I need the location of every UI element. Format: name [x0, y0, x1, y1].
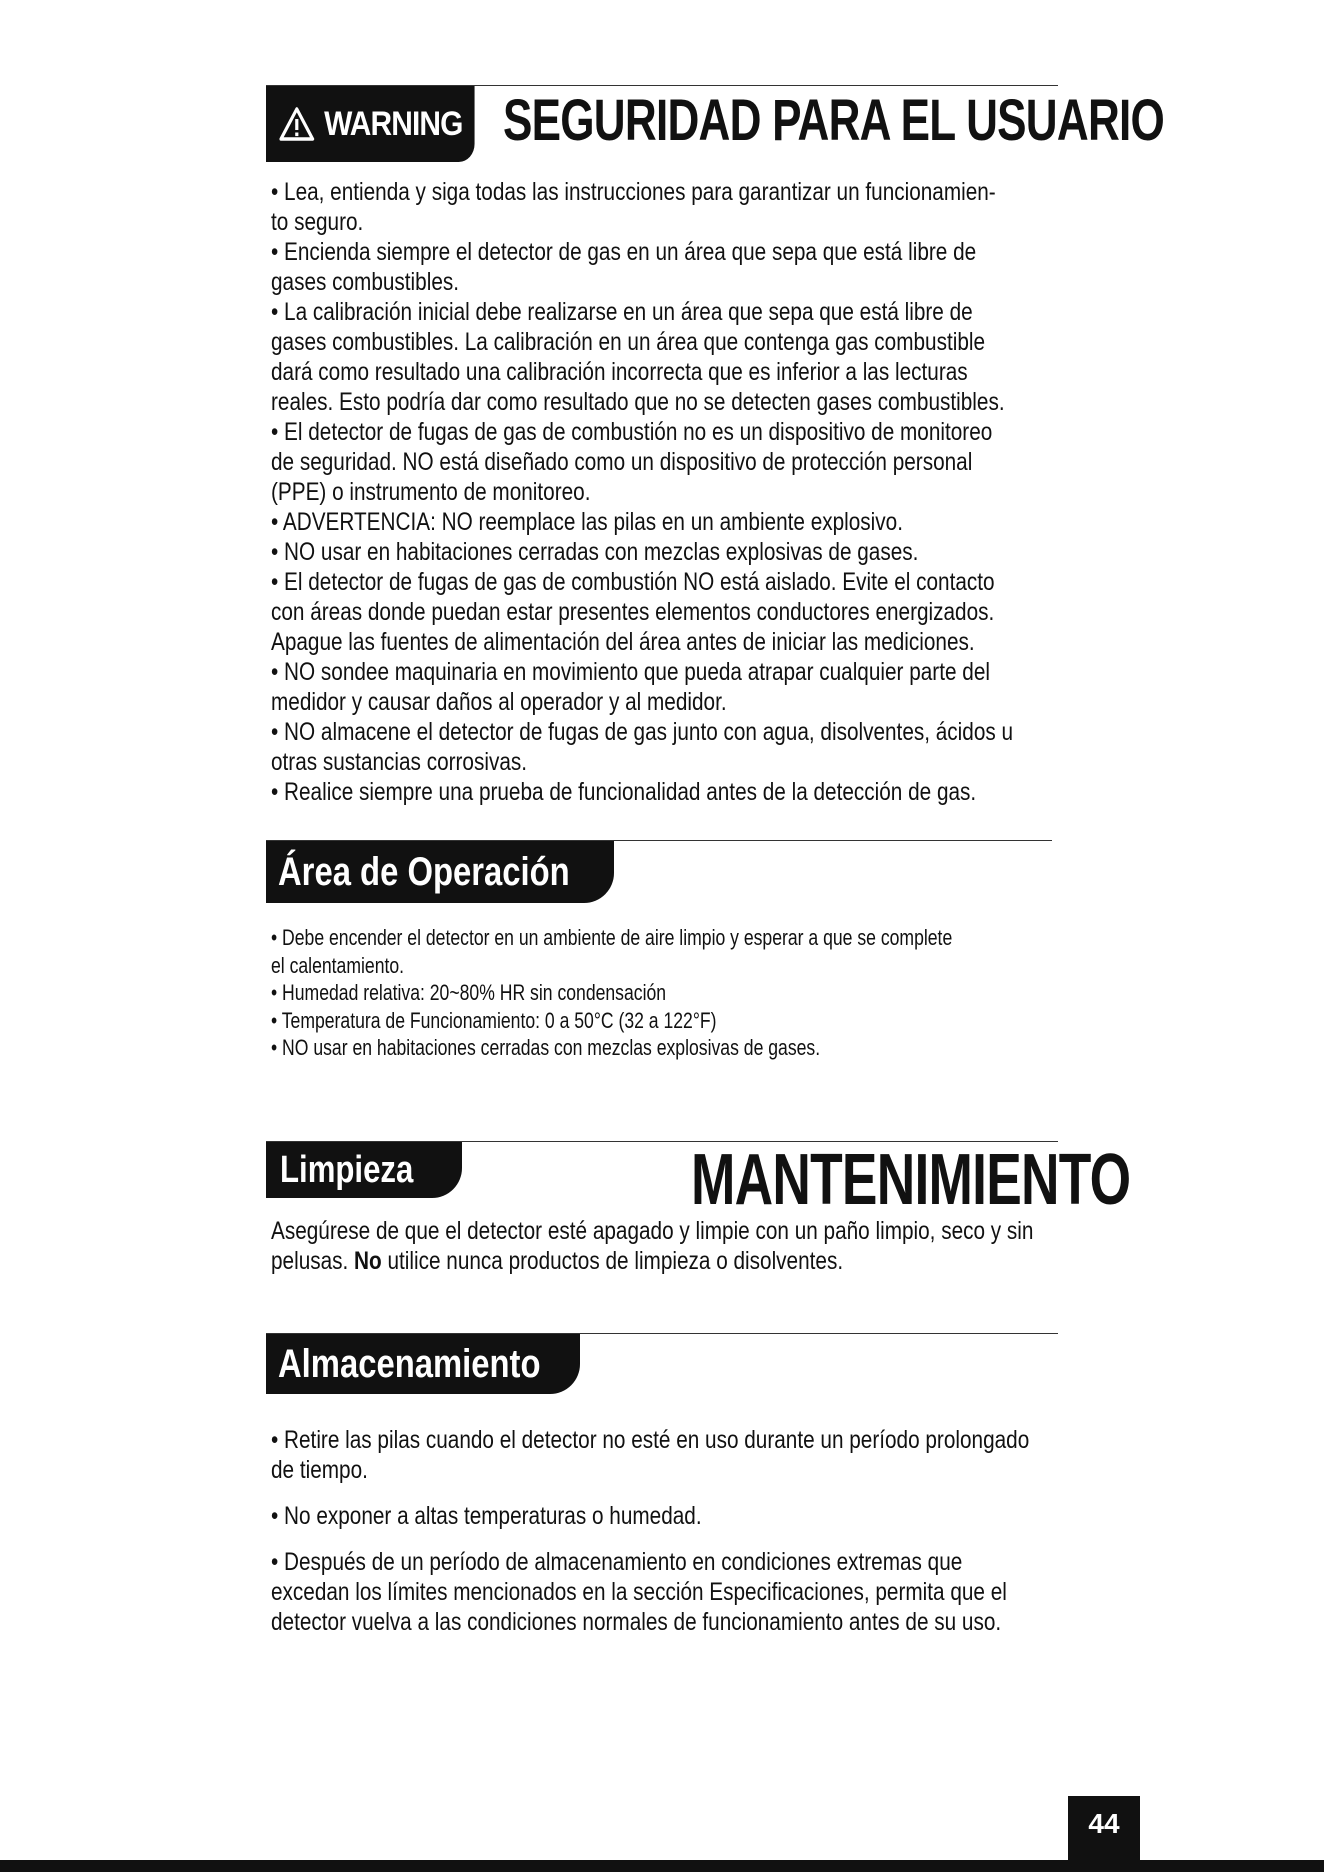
safety-line: Apague las fuentes de alimentación del área antes de iniciar las mediciones.	[271, 628, 975, 656]
safety-line: • Encienda siempre el detector de gas en un área que sepa que está libre de	[271, 238, 977, 266]
cleaning-emphasis: No	[354, 1247, 382, 1275]
cleaning-text	[271, 1216, 1033, 1276]
operation-line: el calentamiento.	[271, 952, 405, 978]
storage-line: • No exponer a altas temperaturas o humedad.	[271, 1502, 702, 1530]
bottom-bar	[0, 1860, 1324, 1872]
operation-line: • Humedad relativa: 20~80% HR sin condensación	[271, 980, 667, 1005]
warning-triangle-icon	[278, 106, 315, 142]
cleaning-tab	[266, 1142, 462, 1198]
cleaning-line: pelusas. No utilice nunca productos de limpieza o disolventes.	[271, 1247, 844, 1275]
safety-instructions	[271, 177, 1013, 807]
storage-title: Almacenamiento	[278, 1341, 541, 1386]
operation-title: Área de Operación	[278, 849, 570, 894]
safety-line: • El detector de fugas de gas de combustión no es un dispositivo de monitoreo	[271, 418, 993, 446]
safety-line: • El detector de fugas de gas de combustión NO está aislado. Evite el contacto	[271, 568, 995, 596]
cleaning-line: Asegúrese de que el detector esté apagado y limpie con un paño limpio, seco y sin	[271, 1217, 1034, 1245]
maintenance-title: MANTENIMIENTO	[691, 1140, 1131, 1220]
safety-line: • Realice siempre una prueba de funcionalidad antes de la detección de gas.	[271, 778, 977, 806]
cleaning-title: Limpieza	[280, 1148, 414, 1191]
storage-line: excedan los límites mencionados en la sección Especificaciones, permita que el	[271, 1578, 1007, 1606]
safety-line: • Lea, entienda y siga todas las instrucciones para garantizar un funcionamien-	[271, 178, 996, 206]
safety-line: to seguro.	[271, 208, 364, 236]
warning-badge-label: WARNING	[324, 104, 463, 143]
safety-line: • NO sondee maquinaria en movimiento que pueda atrapar cualquier parte del	[271, 658, 990, 686]
storage-line: • Después de un período de almacenamiento en condiciones extremas que	[271, 1548, 963, 1576]
safety-line: gases combustibles.	[271, 268, 460, 296]
safety-line: • ADVERTENCIA: NO reemplace las pilas en un ambiente explosivo.	[271, 508, 903, 536]
safety-line: dará como resultado una calibración incorrecta que es inferior a las lecturas	[271, 358, 968, 386]
operation-line: • Debe encender el detector en un ambiente de aire limpio y esperar a que se complete	[271, 925, 953, 950]
storage-tab	[266, 1334, 580, 1394]
storage-list	[271, 1425, 1029, 1637]
operation-line: • NO usar en habitaciones cerradas con mezclas explosivas de gases.	[271, 1035, 821, 1060]
safety-line: reales. Esto podría dar como resultado que no se detecten gases combustibles.	[271, 388, 1005, 416]
safety-title: SEGURIDAD PARA EL USUARIO	[503, 88, 1165, 153]
safety-line: • NO almacene el detector de fugas de gas junto con agua, disolventes, ácidos u	[271, 718, 1014, 746]
safety-line: (PPE) o instrumento de monitoreo.	[271, 478, 591, 506]
page-number-label: 44	[1088, 1808, 1120, 1839]
operation-line: • Temperatura de Funcionamiento: 0 a 50°C (32 a 122°F)	[271, 1007, 717, 1033]
storage-line: • Retire las pilas cuando el detector no esté en uso durante un período prolongado	[271, 1426, 1030, 1454]
safety-line: gases combustibles. La calibración en un área que contenga gas combustible	[271, 328, 986, 356]
operation-list	[271, 924, 952, 1062]
storage-line: detector vuelva a las condiciones normales de funcionamiento antes de su uso.	[271, 1608, 1002, 1636]
safety-line: con áreas donde puedan estar presentes elementos conductores energizados.	[271, 598, 995, 626]
safety-line: • La calibración inicial debe realizarse en un área que sepa que está libre de	[271, 298, 973, 326]
operation-tab	[266, 841, 614, 903]
safety-line: • NO usar en habitaciones cerradas con mezclas explosivas de gases.	[271, 538, 919, 566]
safety-line: medidor y causar daños al operador y al medidor.	[271, 688, 727, 716]
storage-line: de tiempo.	[271, 1456, 368, 1484]
safety-line: de seguridad. NO está diseñado como un dispositivo de protección personal	[271, 448, 973, 476]
safety-line: otras sustancias corrosivas.	[271, 748, 528, 776]
warning-badge	[266, 86, 503, 162]
